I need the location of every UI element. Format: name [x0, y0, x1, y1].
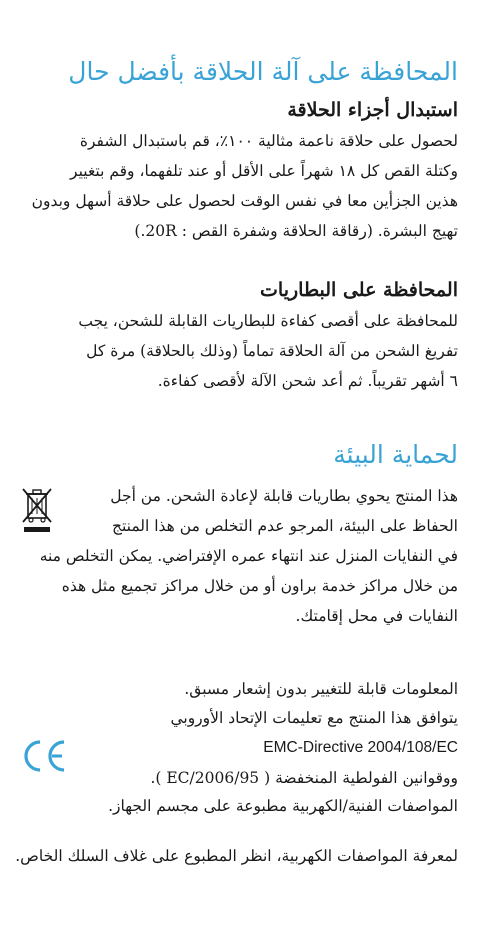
replacement-heading: استبدال أجزاء الحلاقة — [287, 99, 458, 121]
paragraph-line: تفريغ الشحن من آلة الحلاقة تماماً (وذلك بالحلاقة) مرة كل — [86, 342, 458, 360]
paragraph-line: هذين الجزأين معا في نفس الوقت لحصول على حلاقة أسهل وبدون — [31, 192, 458, 210]
environment-heading: لحماية البيئة — [333, 440, 458, 469]
paragraph-line: للمحافظة على أقصى كفاءة للبطاريات القابلة للشحن، يجب — [78, 312, 458, 330]
batteries-paragraph — [20, 306, 458, 396]
compliance-line: ووقوانين الفولطية المنخفضة ( 2006/95/EC ). — [150, 769, 458, 787]
compliance-line: يتوافق هذا المنتج مع تعليمات الإتحاد الأوروبي — [170, 709, 458, 727]
paragraph-line: هذا المنتج يحوي بطاريات قابلة لإعادة الشحن. من أجل — [110, 487, 458, 505]
paragraph-line: ٦ أشهر تقريباً. ثم أعد شحن الآلة لأقصى كفاءة. — [157, 372, 458, 390]
environment-paragraph — [20, 481, 458, 631]
paragraph-line: في النفايات المنزل عند انتهاء عمره الإفتراضي. يمكن التخلص منه — [39, 547, 458, 565]
change-notice: المعلومات قابلة للتغيير بدون إشعار مسبق. — [184, 680, 458, 698]
paragraph-line: النفايات في محل إقامتك. — [295, 607, 458, 625]
replacement-paragraph — [20, 126, 458, 246]
paragraph-line: من خلال مراكز خدمة براون أو من خلال مراكز تجميع مثل هذه — [61, 577, 458, 595]
page-title: المحافظة على آلة الحلاقة بأفضل حال — [68, 57, 458, 86]
paragraph-line: تهيج البشرة. (رقاقة الحلاقة وشفرة القص : 20R.) — [134, 222, 458, 240]
batteries-heading: المحافظة على البطاريات — [260, 279, 458, 301]
paragraph-line: الحفاظ على البيئة، المرجو عدم التخلص من هذا المنتج — [111, 517, 458, 535]
paragraph-line: لحصول على حلاقة ناعمة مثالية ١٠٠٪، قم باستبدال الشفرة — [79, 132, 458, 150]
paragraph-line: وكتلة القص كل ١٨ شهراً على الأقل أو عند تلفهما، وقم بتغيير — [70, 162, 458, 180]
footer-note: لمعرفة المواصفات الكهربية، انظر المطبوع على غلاف السلك الخاص. — [15, 847, 458, 865]
compliance-line: المواصفات الفنية/الكهربية مطبوعة على مجسم الجهاز. — [108, 797, 458, 815]
directive-line: EMC-Directive 2004/108/EC — [263, 739, 458, 756]
